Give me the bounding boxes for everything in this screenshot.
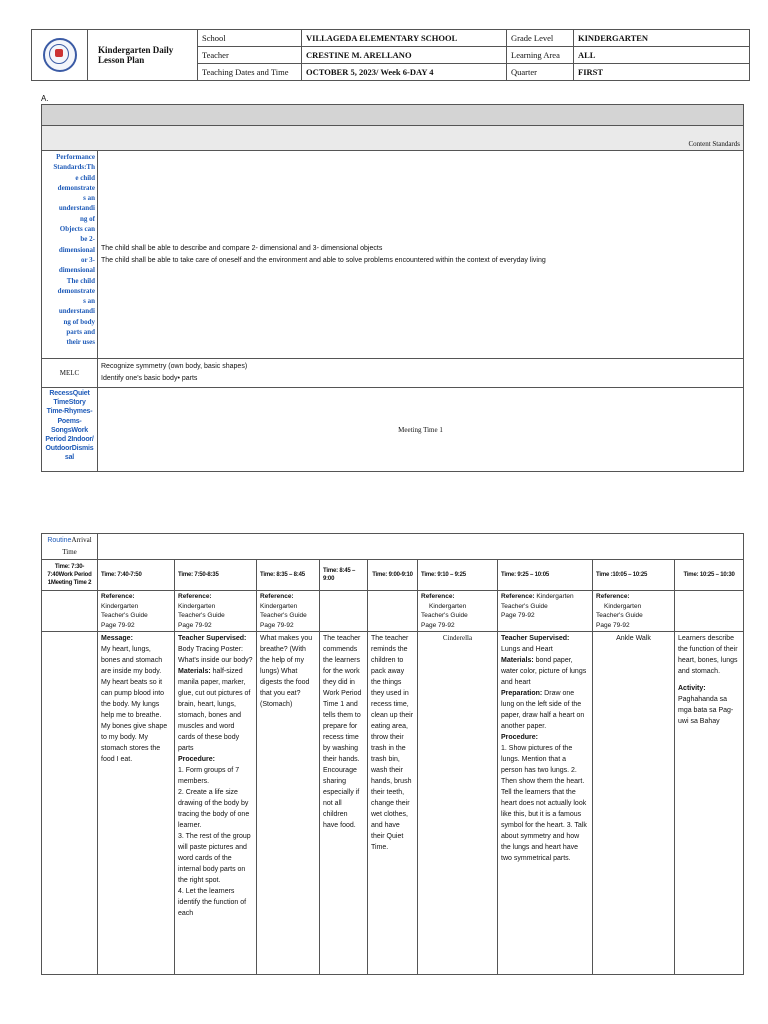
message-cell: Message: My heart, lungs, bones and stomach are inside my body. My heart beats so it can pump blood into the body. My lungs help me to breathe. My bones give shape to my body. My stomach stores the food I eat. bbox=[98, 632, 175, 975]
area-value: ALL bbox=[574, 47, 750, 64]
story-cell: Cinderella bbox=[418, 632, 498, 975]
lungs-heart-cell: Teacher Supervised: Lungs and Heart Materials: bond paper, water color, picture of lungs and heart Preparation: Draw one lung on the left side of the paper, draw half a heart on another paper. Procedure: 1. Show pictures of the lungs. Mention that a person has two lungs. 2. Then show them the heart. Tell the learners that the heart does not actually look like this, but it is a famous symbol for the heart. 3. Talk about symmetry and how the lungs and heart have two symmetrical parts. bbox=[498, 632, 593, 975]
time-cell: Time: 8:35 – 8:45 bbox=[257, 560, 320, 591]
reference-cell: Reference: Kindergarten Teacher's Guide Page 79-92 bbox=[498, 591, 593, 632]
ref-blank bbox=[42, 591, 98, 632]
content-table bbox=[41, 104, 744, 472]
routine-label: RoutineArrival Time bbox=[42, 534, 98, 560]
time-cell: Time :10:05 – 10:25 bbox=[593, 560, 675, 591]
blocks-of-time-label: RecessQuiet TimeStory Time-Rhymes- Poems- SongsWork Period 2Indoor/ OutdoorDismis sal bbox=[42, 388, 98, 472]
dismissal-cell: Learners describe the function of their heart, bones, lungs and stomach. Activity: Paghahanda sa mga bata sa Pag-uwi sa Bahay bbox=[675, 632, 744, 975]
melc-text bbox=[98, 359, 744, 388]
reference-cell: Reference: Kindergarten Teacher's Guide Page 79-92 bbox=[257, 591, 320, 632]
deped-seal-icon bbox=[43, 38, 77, 72]
grade-label: Grade Level bbox=[507, 30, 574, 47]
logo-cell bbox=[32, 30, 88, 81]
recess-cell: The teacher commends the learners for the work they did in Work Period Time 1 and tells them to prepare for recess time by washing their hands. Encourage sharing especially if not all children have food. bbox=[320, 632, 368, 975]
reference-cell: Reference: Kindergarten Teacher's Guide Page 79-92 bbox=[98, 591, 175, 632]
reference-cell: Reference: Kindergarten Teacher's Guide Page 79-92 bbox=[418, 591, 498, 632]
teacher-value: CRESTINE M. ARELLANO bbox=[302, 47, 507, 64]
performance-text-2: The child shall be able to take care of oneself and the environment and able to solve problems encountered within the context of everyday living bbox=[101, 256, 546, 264]
time-cell: Time: 7:40-7:50 bbox=[98, 560, 175, 591]
quarter-label: Quarter bbox=[507, 64, 574, 81]
ankle-walk-cell: Ankle Walk bbox=[593, 632, 675, 975]
gray-header-bar bbox=[42, 105, 744, 126]
header-table bbox=[31, 29, 750, 81]
time-cell: Time: 9:10 – 9:25 bbox=[418, 560, 498, 591]
dates-label: Teaching Dates and Time bbox=[198, 64, 302, 81]
routine-blank bbox=[98, 534, 744, 560]
reference-cell: Reference: Kindergarten Teacher's Guide Page 79-92 bbox=[593, 591, 675, 632]
dates-value: OCTOBER 5, 2023/ Week 6-DAY 4 bbox=[302, 64, 507, 81]
ref-blank bbox=[675, 591, 744, 632]
teacher-label: Teacher bbox=[198, 47, 302, 64]
schedule-table bbox=[41, 533, 744, 975]
school-label: School bbox=[198, 30, 302, 47]
time-cell: Time: 7:30-7:40Work Period 1Meeting Time 2 bbox=[42, 560, 98, 591]
meeting-time-1: Meeting Time 1 bbox=[98, 388, 744, 472]
quarter-value: FIRST bbox=[574, 64, 750, 81]
quiet-time-cell: The teacher reminds the children to pack away the things they used in recess time, clean up their eating area, throw their trash in the trash bin, wash their hands, brush their teeth, change their wet clothes, and have their Quiet Time. bbox=[368, 632, 418, 975]
performance-text-1: The child shall be able to describe and compare 2- dimensional and 3- dimensional objects bbox=[101, 244, 383, 252]
melc-item-1: Recognize symmetry (own body, basic shapes) bbox=[101, 363, 248, 370]
time-cell: Time: 9:00-9:10 bbox=[368, 560, 418, 591]
body-tracing-cell: Teacher Supervised: Body Tracing Poster: What's inside our body? Materials: half-sized manila paper, marker, glue, cut out pictures of brain, heart, lungs, stomach, bones and muscles and word cards of these body parts Procedure: 1. Form groups of 7 members. 2. Create a life size drawing of the body by tracing the body of one learner. 3. The rest of the group will paste pictures and word cards of the internal body parts on the right spot. 4. Let the learners identify the function of each bbox=[175, 632, 257, 975]
time-cell: Time: 8:45 – 9:00 bbox=[320, 560, 368, 591]
question-cell: What makes you breathe? (With the help of my lungs) What digests the food that you eat? (Stomach) bbox=[257, 632, 320, 975]
melc-item-2: Identify one's basic body• parts bbox=[101, 375, 198, 382]
performance-standards-text bbox=[98, 151, 744, 359]
melc-label: MELC bbox=[42, 359, 98, 388]
section-letter: A. bbox=[41, 94, 49, 103]
reference-cell: Reference: Kindergarten Teacher's Guide Page 79-92 bbox=[175, 591, 257, 632]
school-value: VILLAGEDA ELEMENTARY SCHOOL bbox=[302, 30, 507, 47]
time-cell: Time: 10:25 – 10:30 bbox=[675, 560, 744, 591]
ref-blank bbox=[320, 591, 368, 632]
time-cell: Time: 9:25 – 10:05 bbox=[498, 560, 593, 591]
performance-standards-label: Performance Standards:Th e child demonstrate s an understandi ng of Objects can be 2- dimensional or 3- dimensional The child demonstrate s an understandi ng of body parts and their uses bbox=[42, 151, 98, 359]
grade-value: KINDERGARTEN bbox=[574, 30, 750, 47]
area-label: Learning Area bbox=[507, 47, 574, 64]
ref-blank bbox=[368, 591, 418, 632]
body-blank bbox=[42, 632, 98, 975]
lesson-plan-title: Kindergarten Daily Lesson Plan bbox=[88, 30, 198, 81]
content-standards-label: Content Standards bbox=[42, 126, 744, 151]
time-cell: Time: 7:50-8:35 bbox=[175, 560, 257, 591]
